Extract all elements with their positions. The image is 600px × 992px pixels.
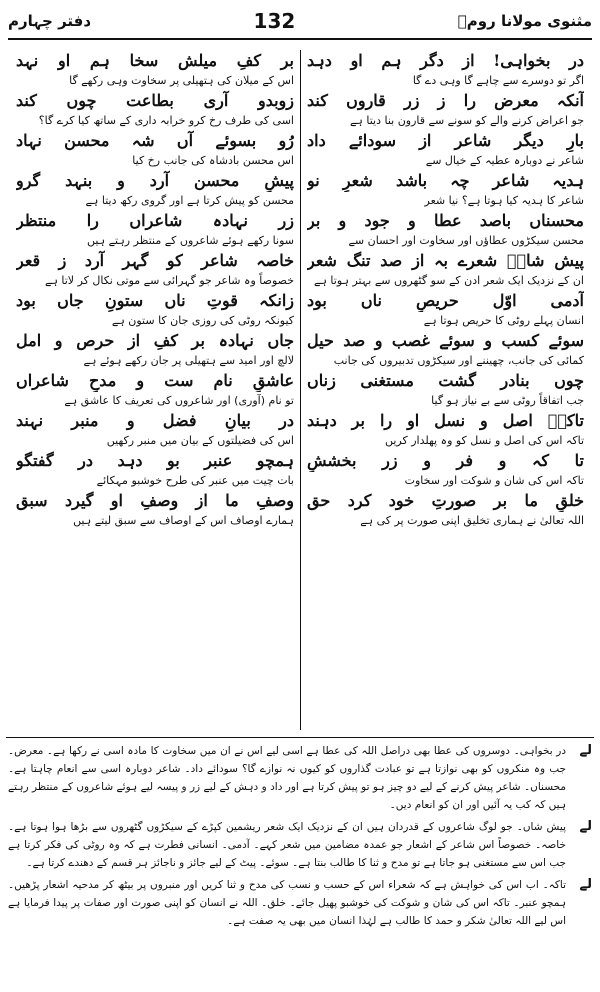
urdu-translation: اس کی فضیلتوں کے بیان میں منبر رکھیں — [106, 434, 294, 447]
couplet — [16, 210, 294, 250]
right-column — [300, 50, 590, 730]
urdu-translation: جب اتفاقاً روٹی سے بے نیاز ہو گیا — [431, 394, 584, 407]
footnote-text: تاکہ۔ اب اس کی خواہش ہے کہ شعراء اس کے حسب و نسب کی مدح و ثنا کریں اور منبروں پر بیٹھ کر مدحیہ اشعار پڑھیں۔ ہمچو عنبر۔ تاکہ اس کی شان و شوکت کی خوشبو پھیل جائے۔ خلق۔ اللہ نے انسان کو اپنی صورت اور صفات پر پیدا فرمایا ہے اس لیے اللہ تعالیٰ شکر و حمد کا طالب ہے لہٰذا انسان میں بھی یہ صفت ہے۔ — [8, 879, 566, 927]
couplet — [16, 330, 294, 370]
persian-verse: ہدیہ شاعر چہ باشد شعرِ نو — [307, 171, 584, 190]
persian-verse: جاں نہادہ بر کفِ از حرص و امل — [16, 331, 294, 350]
urdu-translation: اگر تو دوسرے سے چاہے گا وہی دے گا — [412, 74, 584, 87]
footnote-text: در بخواہی۔ دوسروں کی عطا بھی دراصل اللہ کی عطا ہے اسی لیے اس نے ان میں سخاوت کا مادہ اسی نے رکھا ہے۔ معرض۔ جب وہ منکروں کو بھی نوازتا ہے تو عبادت گذاروں کو کیوں نہ نوازے گا؟ سودائے داد۔ شاعر دوبارہ اسی سے انعام چاہتا ہے۔ محسناں۔ شاعر پیش کرنے کے لیے دو چیز ہو تو پیش کرتا ہے اور داد و دہش کے لیے زر و پیسہ لیے ہوئے شاعروں کے منتظر رہتے ہیں کہ کب یہ آئیں اور ان کو انعام دیں۔ — [8, 745, 566, 811]
urdu-translation: ہمارے اوصاف اس کے اوصاف سے سبق لیتے ہیں — [73, 514, 294, 527]
urdu-translation: تاکہ اس کی اصل و نسل کو وہ پھلدار کریں — [384, 434, 584, 447]
book-title: مثنوی مولانا رومؒ — [457, 12, 592, 30]
couplet — [307, 210, 584, 250]
persian-verse: تا کہ و فر و زر بخششِ — [307, 451, 584, 470]
couplet — [307, 250, 584, 290]
persian-verse: محسناں باصد عطا و جود و بر — [307, 211, 584, 230]
urdu-translation: تو نام (آوری) اور شاعروں کی تعریف کا عاشق ہے — [64, 394, 294, 407]
urdu-translation: انسان پہلے روٹی کا حریص ہوتا ہے — [423, 314, 584, 327]
persian-verse: ہمچو عنبر بو دہد در گفتگو — [16, 451, 294, 470]
couplet — [307, 170, 584, 210]
urdu-translation: خصوصاً وہ شاعر جو گہرائی سے موتی نکال کر لاتا ہے — [45, 274, 294, 287]
urdu-translation: شاعر نے دوبارہ عطیہ کے خیال سے — [425, 154, 584, 167]
persian-verse: سوئے کسب و سوئے غصب و صد حیل — [307, 331, 584, 350]
persian-verse: خاصہ شاعر کو گہر آرد ز قعر — [16, 251, 294, 270]
footnote-separator — [6, 737, 594, 738]
urdu-translation: کیونکہ روٹی کی روزی جان کا ستون ہے — [111, 314, 294, 327]
verse-columns — [10, 50, 590, 730]
couplet — [16, 410, 294, 450]
urdu-translation: تاکہ اس کی شان و شوکت اور سخاوت — [404, 474, 584, 487]
persian-verse: بارِ دیگر شاعر از سودائے داد — [307, 131, 584, 150]
urdu-translation: بات چیت میں عنبر کی طرح خوشبو مہکائے — [96, 474, 294, 487]
left-column — [10, 50, 300, 730]
couplet — [307, 90, 584, 130]
footnote — [8, 742, 592, 814]
footnote-number: لے — [579, 877, 592, 892]
urdu-translation: سونا رکھے ہوئے شاعروں کے منتظر رہتے ہیں — [86, 234, 294, 247]
urdu-translation: لالچ اور امید سے ہتھیلی پر جان رکھے ہوئے ہے — [83, 354, 294, 367]
persian-verse: زوبدو آری بطاعت چوں کند — [16, 91, 294, 110]
urdu-translation: اس محسن بادشاہ کی جانب رخ کیا — [132, 154, 294, 167]
couplet — [307, 410, 584, 450]
urdu-translation: کمائی کی جانب، چھیننے اور سیکڑوں تدبیروں کی جانب — [333, 354, 584, 367]
persian-verse: تاکہؔ اصل و نسل او را بر دہند — [307, 411, 584, 430]
footnote-text: پیش شاں۔ جو لوگ شاعروں کے قدردان ہیں ان کے نزدیک ایک شعر ریشمین کپڑے کے سیکڑوں گٹھروں سے بڑھا ہوا ہوتا ہے۔ خاصہ۔ خصوصاً اس شاعر کے اشعار جو عمدہ مضامین میں شعر کہے۔ آدمی۔ انسانی فطرت ہے کہ وہ روٹی کی فکر کرتا ہے جب اس سے مستغنی ہو جاتا ہے تو مدح و ثنا کا طالب بنتا ہے۔ سوئے۔ پیٹ کے لیے جائز و ناجائز ہر قسم کے دھندے کرتا ہے۔ — [8, 821, 566, 869]
couplet — [16, 370, 294, 410]
footnote-number: لے — [579, 743, 592, 758]
persian-verse: چوں بنادر گشت مستغنی زناں — [307, 371, 584, 390]
urdu-translation: شاعر کا ہدیہ کیا ہوتا ہے؟ نیا شعر — [424, 194, 584, 207]
urdu-translation: جو اعراض کرنے والے کو سونے سے قارون بنا دیتا ہے — [349, 114, 584, 127]
couplet — [307, 290, 584, 330]
urdu-translation: اسی کی طرف رخ کرو خرابہ داری کے ساتھ کیا کرے گا؟ — [38, 114, 294, 127]
volume-title: دفتر چہارم — [8, 12, 92, 30]
couplet — [307, 370, 584, 410]
persian-verse: رُو بسوئے آں شہ محسن نہاد — [16, 131, 294, 150]
couplet — [307, 490, 584, 530]
couplet — [307, 450, 584, 490]
couplet — [307, 330, 584, 370]
persian-verse: وصفِ ما از وصفِ او گیرد سبق — [16, 491, 294, 510]
urdu-translation: ان کے نزدیک ایک شعر ادن کے سو گٹھروں سے بہتر ہوتا ہے — [314, 274, 584, 287]
urdu-translation: محسن کو پیش کرتا ہے اور گروی رکھ دیتا ہے — [85, 194, 294, 207]
persian-verse: در بیانِ فضل و منبر نہند — [16, 411, 294, 430]
footnote — [8, 876, 592, 930]
footnote — [8, 818, 592, 872]
persian-verse: خلقِ ما بر صورتِ خود کرد حق — [307, 491, 584, 510]
urdu-translation: محسن سیکڑوں عطاؤں اور سخاوت اور احسان سے — [348, 234, 584, 247]
footnotes — [8, 742, 592, 988]
persian-verse: زانکہ قوتِ ناں ستونِ جاں بود — [16, 291, 294, 310]
persian-verse: عاشقِ نام ست و مدحِ شاعراں — [16, 371, 294, 390]
couplet — [307, 50, 584, 90]
persian-verse: پیشِ محسن آرد و بنہد گرو — [16, 171, 294, 190]
persian-verse: بر کفِ میلش سخا ہم او نہد — [16, 51, 294, 70]
couplet — [16, 90, 294, 130]
page-number: 132 — [253, 9, 296, 33]
persian-verse: آدمی اوّل حریصِ ناں بود — [307, 291, 584, 310]
couplet — [307, 130, 584, 170]
couplet — [16, 290, 294, 330]
couplet — [16, 50, 294, 90]
couplet — [16, 170, 294, 210]
couplet — [16, 450, 294, 490]
persian-verse: آنکہ معرض را ز زر قاروں کند — [307, 91, 584, 110]
persian-verse: پیش شاںؔ شعرے بہ از صد تنگ شعر — [307, 251, 584, 270]
urdu-translation: اللہ تعالیٰ نے ہماری تخلیق اپنی صورت پر کی ہے — [360, 514, 584, 527]
urdu-translation: اس کے میلان کی ہتھیلی پر سخاوت وہی رکھے گا — [69, 74, 294, 87]
page-header — [8, 4, 592, 40]
persian-verse: زر نہادہ شاعراں را منتظر — [16, 211, 294, 230]
couplet — [16, 250, 294, 290]
couplet — [16, 130, 294, 170]
footnote-number: لے — [579, 819, 592, 834]
persian-verse: در بخواہی! از دگر ہم او دہد — [307, 51, 584, 70]
couplet — [16, 490, 294, 530]
